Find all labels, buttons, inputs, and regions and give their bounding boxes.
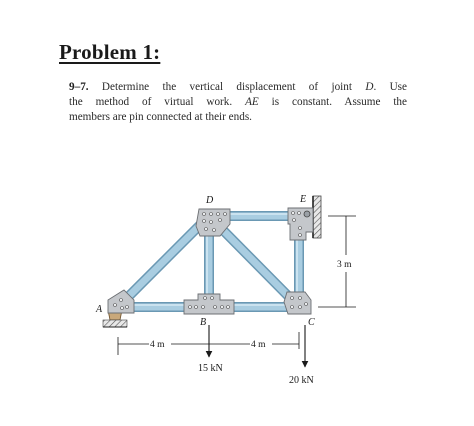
joint-d-reference: D: [365, 81, 374, 93]
label-joint-d: D: [206, 195, 214, 206]
label-joint-c: C: [308, 317, 315, 328]
ae-symbol: AE: [245, 96, 259, 108]
dimension-right-span: 4 m: [251, 340, 266, 350]
label-joint-e: E: [300, 194, 307, 205]
statement-line-2-end: is constant. Assume the: [258, 96, 407, 108]
label-joint-b: B: [200, 317, 207, 328]
statement-line-1-end: . Use: [373, 81, 407, 93]
problem-heading: Problem 1:: [59, 40, 161, 64]
statement-line-1-text: Determine the vertical displacement of joint: [88, 81, 366, 93]
dimension-height: 3 m: [337, 260, 352, 270]
dimension-left-span: 4 m: [150, 340, 165, 350]
label-joint-a: A: [96, 304, 103, 315]
gusset-plate-b: [184, 294, 234, 314]
load-label-c: 20 kN: [289, 375, 314, 386]
statement-line-3: members are pin connected at their ends.: [69, 111, 252, 123]
problem-number: 9–7.: [69, 81, 89, 93]
statement-line-2-text: the method of virtual work.: [69, 96, 246, 108]
load-label-b: 15 kN: [198, 363, 223, 374]
wall-support-e: [313, 196, 321, 238]
pin-e: [304, 211, 310, 217]
